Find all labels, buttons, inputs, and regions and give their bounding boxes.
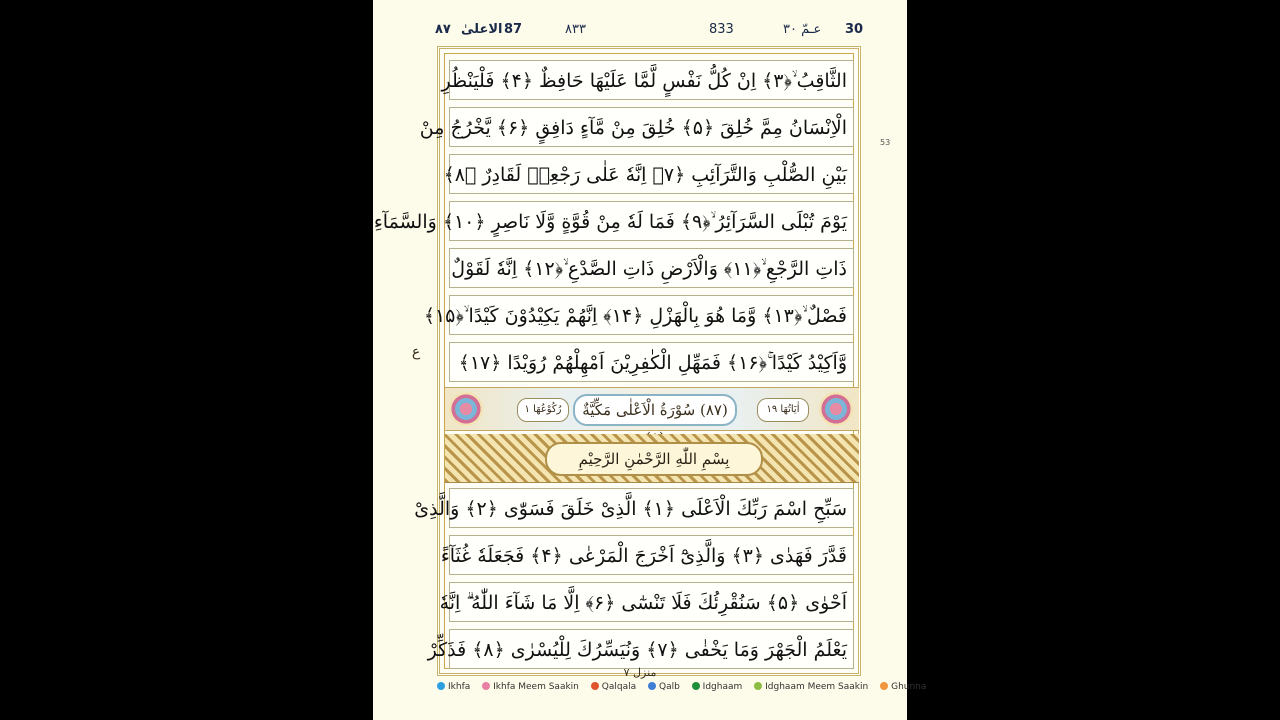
legend-item-ikhfa-meem-saakin: Ikhfa Meem Saakin xyxy=(482,682,579,692)
page-number-arabic: ٨٣٣ xyxy=(565,22,586,37)
text-line-8: سَبِّحِ اسْمَ رَبِّكَ الْاَعْلَى ﴿۱﴾ الَّذِىْ خَلَقَ فَسَوّٰى ﴿۲﴾ وَالَّذِىْ xyxy=(449,488,854,528)
surah-number-arabic: ٨٧ xyxy=(435,22,451,37)
surah-title-banner xyxy=(445,387,859,431)
text-line-2: الْاِنْسَانُ مِمَّ خُلِقَ ﴿۵﴾ خُلِقَ مِنْ مَّآءٍ دَافِقٍ ﴿۶﴾ يَّخْرُجُ مِنْ xyxy=(449,107,854,147)
side-number: 53 xyxy=(880,138,891,147)
page-frame-inner xyxy=(373,53,854,669)
ruku-mark: ع xyxy=(411,344,421,360)
legend-dot-icon xyxy=(692,682,700,690)
juz-number: 30 xyxy=(845,22,864,37)
legend-dot-icon xyxy=(437,682,445,690)
text-line-11: يَعْلَمُ الْجَهْرَ وَمَا يَخْفٰى ﴿۷﴾ وَنُيَسِّرُكَ لِلْيُسْرٰى ﴿۸﴾ فَذَكِّرْ xyxy=(449,629,854,669)
ruku-count-label: رُكُوْعُهَا ۱ xyxy=(517,398,569,422)
legend-item-idghaam-meem-saakin: Idghaam Meem Saakin xyxy=(754,682,868,692)
text-line-7: وَّاَكِيْدُ كَيْدًا ۚ﴿۱۶﴾ فَمَهِّلِ الْكٰفِرِيْنَ اَمْهِلْهُمْ رُوَيْدًا ﴿۱۷﴾ xyxy=(449,342,854,382)
basmala-panel xyxy=(445,434,859,483)
ayat-count-label: اٰيَاتُهَا ۱۹ xyxy=(757,398,809,422)
page-number: 833 xyxy=(709,22,734,37)
text-line-6: فَصْلٌ ۙ﴿۱۳﴾ وَّمَا هُوَ بِالْهَزْلِ ﴿۱۴﴾ اِنَّهُمْ يَكِيْدُوْنَ كَيْدًا ۙ﴿۱۵﴾ xyxy=(449,295,854,335)
legend-item-ghunna: Ghunna xyxy=(880,682,926,692)
text-line-3: بَيْنِ الصُّلْبِ وَالتَّرَآئِبِ ﴿۷﴾ اِنَّهٗ عَلٰى رَجْعِهٖ لَقَادِرٌ ﴿۸﴾ xyxy=(449,154,854,194)
basmala-text: بِسْمِ اللّٰهِ الرَّحْمٰنِ الرَّحِيْمِ xyxy=(545,442,763,476)
floral-ornament-left xyxy=(449,392,483,426)
surah-title: (۸۷) سُوْرَةُ الْاَعْلٰى مَكِّيَّةٌ xyxy=(573,394,737,426)
legend-item-qalb: Qalb xyxy=(648,682,680,692)
surah-number: 87 xyxy=(504,22,523,37)
legend-item-idghaam: Idghaam xyxy=(692,682,743,692)
page-frame xyxy=(373,46,861,676)
tajweed-legend xyxy=(437,682,927,696)
floral-ornament-right xyxy=(819,392,853,426)
text-line-4: يَوْمَ تُبْلَى السَّرَآئِرُ ۙ﴿۹﴾ فَمَا لَهٗ مِنْ قُوَّةٍ وَّلَا نَاصِرٍ ﴿۱۰﴾ وَالسَّمَآءِ xyxy=(449,201,854,241)
text-line-1: الثَّاقِبُ ۙ﴿۳﴾ اِنْ كُلُّ نَفْسٍ لَّمَّا عَلَيْهَا حَافِظٌ ﴿۴﴾ فَلْيَنْظُرِ xyxy=(449,60,854,100)
quran-page xyxy=(373,0,927,720)
juz-name: عـمّ ٣٠ xyxy=(783,22,822,37)
manzil-label: منزل ۷ xyxy=(623,666,657,679)
legend-dot-icon xyxy=(880,682,888,690)
text-line-5: ذَاتِ الرَّجْعِ ۙ﴿۱۱﴾ وَالْاَرْضِ ذَاتِ الصَّدْعِ ۙ﴿۱۲﴾ اِنَّهٗ لَقَوْلٌ xyxy=(449,248,854,288)
page-header xyxy=(373,22,907,42)
surah-name: الاعلىٰ xyxy=(461,22,503,37)
legend-item-ikhfa: Ikhfa xyxy=(437,682,470,692)
legend-dot-icon xyxy=(754,682,762,690)
legend-dot-icon xyxy=(648,682,656,690)
legend-item-qalqala: Qalqala xyxy=(591,682,636,692)
legend-dot-icon xyxy=(591,682,599,690)
text-line-9: قَدَّرَ فَهَدٰى ﴿۳﴾ وَالَّذِىْٓ اَخْرَجَ الْمَرْعٰى ﴿۴﴾ فَجَعَلَهٗ غُثَآءً xyxy=(449,535,854,575)
legend-dot-icon xyxy=(482,682,490,690)
text-line-10: اَحْوٰى ﴿۵﴾ سَنُقْرِئُكَ فَلَا تَنْسٰٓى ﴿۶﴾ اِلَّا مَا شَآءَ اللّٰهُ ۗ اِنَّهٗ xyxy=(449,582,854,622)
